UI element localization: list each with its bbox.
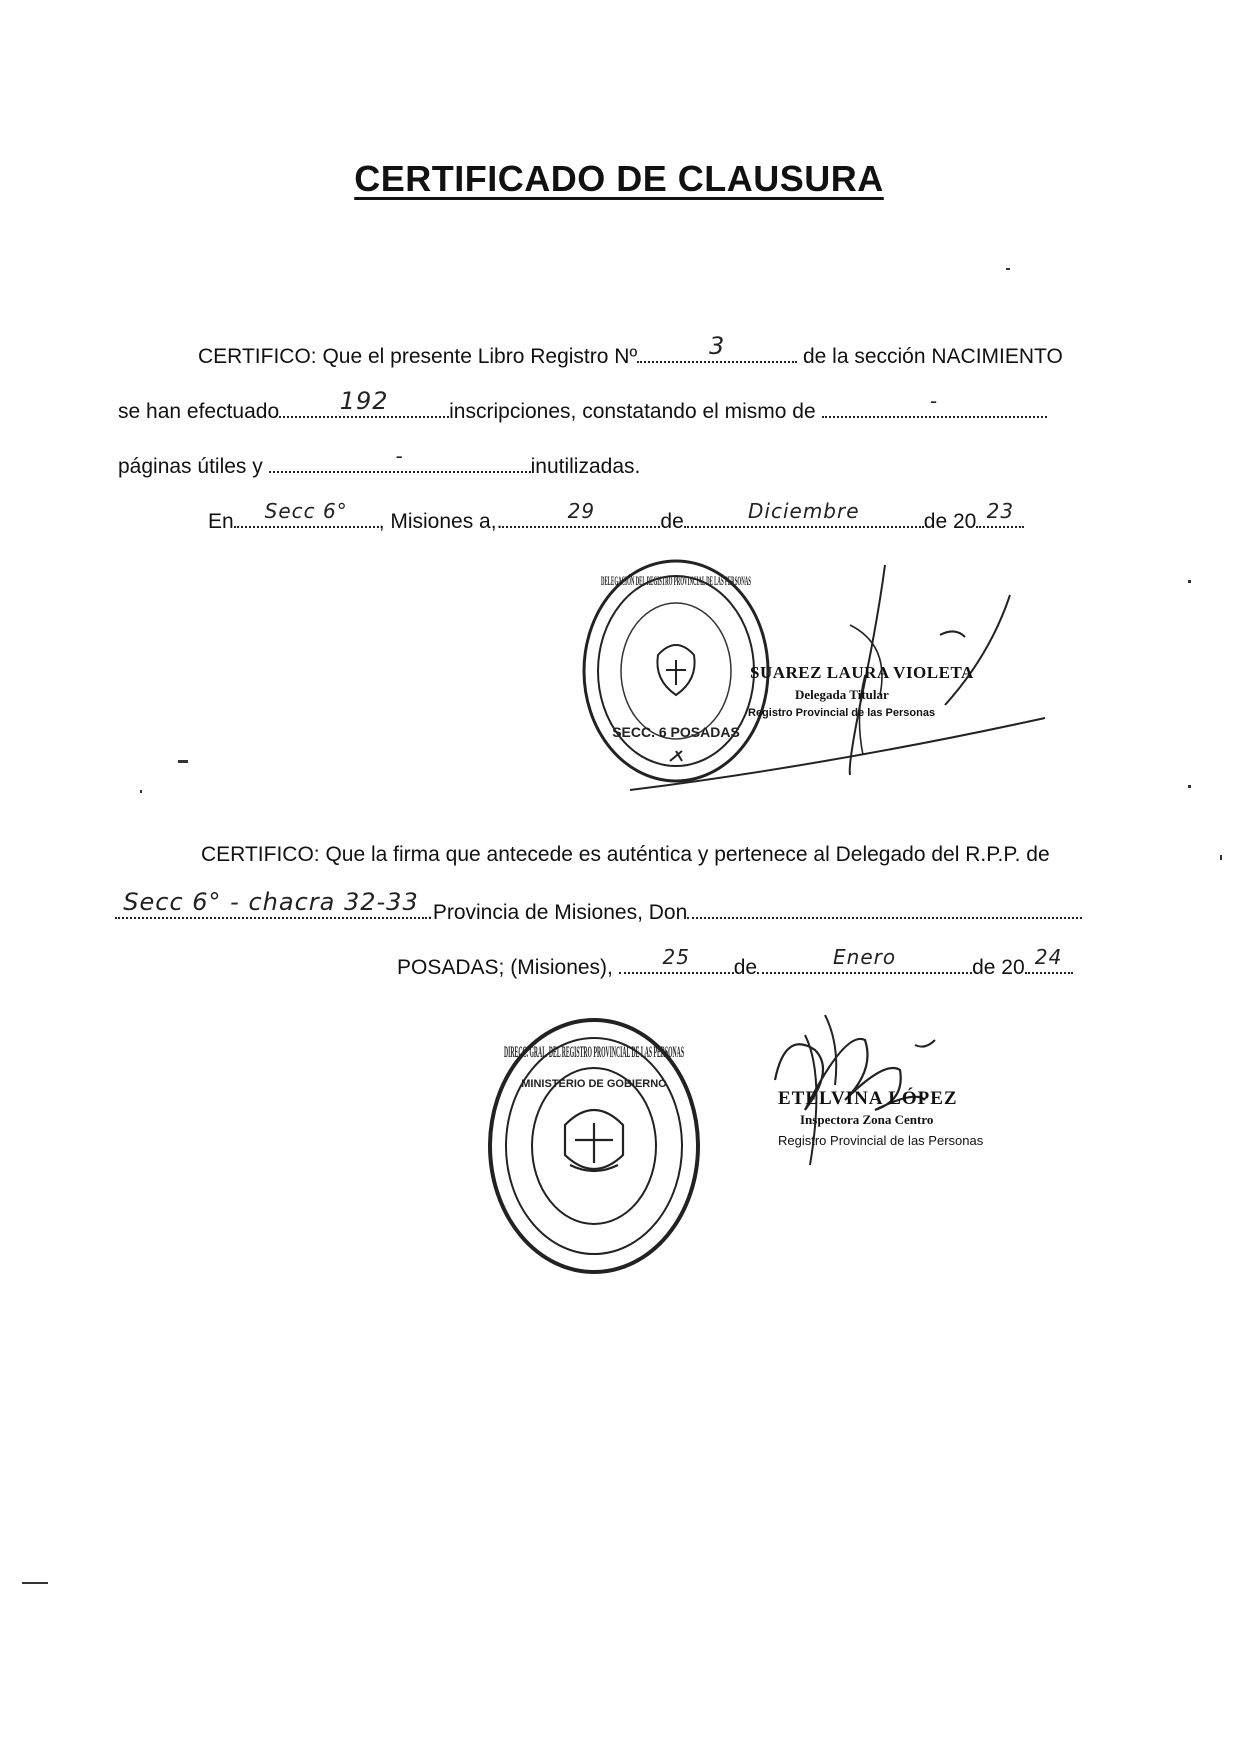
mes1-value: Diciembre xyxy=(748,499,860,523)
cert2-line1: CERTIFICO: Que la firma que antecede es auténtica y pertenece al Delegado del R.P.P. de xyxy=(201,843,1050,866)
cert2-line2-text-b: .Provincia de Misiones, Don xyxy=(427,901,688,924)
dia1-field xyxy=(502,499,660,528)
cert2-line3-text-a: POSADAS; (Misiones), xyxy=(397,956,619,979)
scan-speck xyxy=(1006,268,1010,270)
dia1-value: 29 xyxy=(567,499,596,523)
stamp2-inner-text: MINISTERIO DE GOBIERNO xyxy=(521,1078,667,1090)
signature2-name: ETELVINA LÓPEZ xyxy=(778,1088,958,1109)
cert1-line3-text-a: páginas útiles y xyxy=(118,455,263,478)
inutilizadas-field xyxy=(269,444,531,473)
signature1-role: Delegada Titular xyxy=(795,687,889,702)
cert1-line2-text-b: inscripciones, constatando el mismo de xyxy=(449,400,816,423)
anio1-field xyxy=(976,499,1024,528)
paginas-utiles-field xyxy=(822,389,1047,418)
mes1-field xyxy=(684,499,924,528)
cert1-line3 xyxy=(118,444,641,480)
anio2-field xyxy=(1025,945,1073,974)
cert1-line4-text-d: de 20 xyxy=(923,510,977,533)
cert1-line1 xyxy=(198,332,1063,370)
cert1-line2-text-a: se han efectuado xyxy=(118,400,280,423)
libro-number-field xyxy=(637,332,797,363)
scan-speck xyxy=(1188,580,1191,583)
mes2-value: Enero xyxy=(833,945,897,969)
don-field xyxy=(687,899,1082,919)
stamp1-ring-text: DELEGACIÓN DEL REGISTRO PROVINCIAL DE LAS PERSONAS xyxy=(601,573,751,588)
lugar2-value: Secc 6° - chacra 32-33 xyxy=(123,888,419,916)
signature2-org: Registro Provincial de las Personas xyxy=(778,1133,984,1148)
scan-speck xyxy=(178,760,188,763)
cert1-line4-text-c: de xyxy=(660,510,684,533)
libro-number-value: 3 xyxy=(708,332,726,360)
cert2-line2 xyxy=(115,888,1082,926)
anio1-value: 23 xyxy=(986,499,1015,523)
scan-speck xyxy=(1188,785,1191,788)
signature1-name: SUAREZ LAURA VIOLETA xyxy=(750,663,974,682)
cert2-line3-text-c: de 20 xyxy=(972,956,1025,979)
lugar1-field xyxy=(234,499,379,528)
lugar1-value: Secc 6° xyxy=(264,499,348,523)
direccion-general-stamp xyxy=(485,1015,703,1277)
cert1-line2 xyxy=(118,387,1047,425)
anio2-value: 24 xyxy=(1034,945,1063,969)
document-title: CERTIFICADO DE CLAUSURA xyxy=(354,158,884,199)
scan-speck xyxy=(140,790,142,793)
inscripciones-field xyxy=(279,387,449,418)
inscripciones-value: 192 xyxy=(339,387,389,415)
stamp2-ring-text: DIRECC. GRAL. DEL REGISTRO PROVINCIAL DE LAS PERSONAS xyxy=(504,1044,685,1061)
scan-speck xyxy=(1220,855,1222,860)
signature1-org: Registro Provincial de las Personas xyxy=(748,707,936,719)
cert2-line3 xyxy=(397,945,1073,981)
cert2-line3-text-b: de xyxy=(733,956,758,979)
cert1-line1-text-b: de la sección NACIMIENTO xyxy=(802,345,1063,368)
mes2-field xyxy=(757,945,972,974)
cert1-line4-text-b: , Misiones a,. xyxy=(378,510,503,533)
lugar2-field xyxy=(115,888,427,919)
paginas-utiles-value: - xyxy=(929,389,939,413)
dia2-value: 25 xyxy=(662,945,690,969)
inutilizadas-value: - xyxy=(395,444,404,468)
cert1-line4 xyxy=(208,499,1024,535)
stamp1-inner-text: SECC. 6 POSADAS xyxy=(612,724,740,740)
signature2-role: Inspectora Zona Centro xyxy=(800,1112,934,1127)
cert1-line4-text-a: En xyxy=(208,510,234,533)
scan-speck xyxy=(22,1582,48,1584)
dia2-field xyxy=(619,945,734,974)
cert1-line1-text-a: CERTIFICO: Que el presente Libro Registro Nº xyxy=(198,345,638,368)
cert1-line3-text-b: inutilizadas. xyxy=(530,455,641,478)
